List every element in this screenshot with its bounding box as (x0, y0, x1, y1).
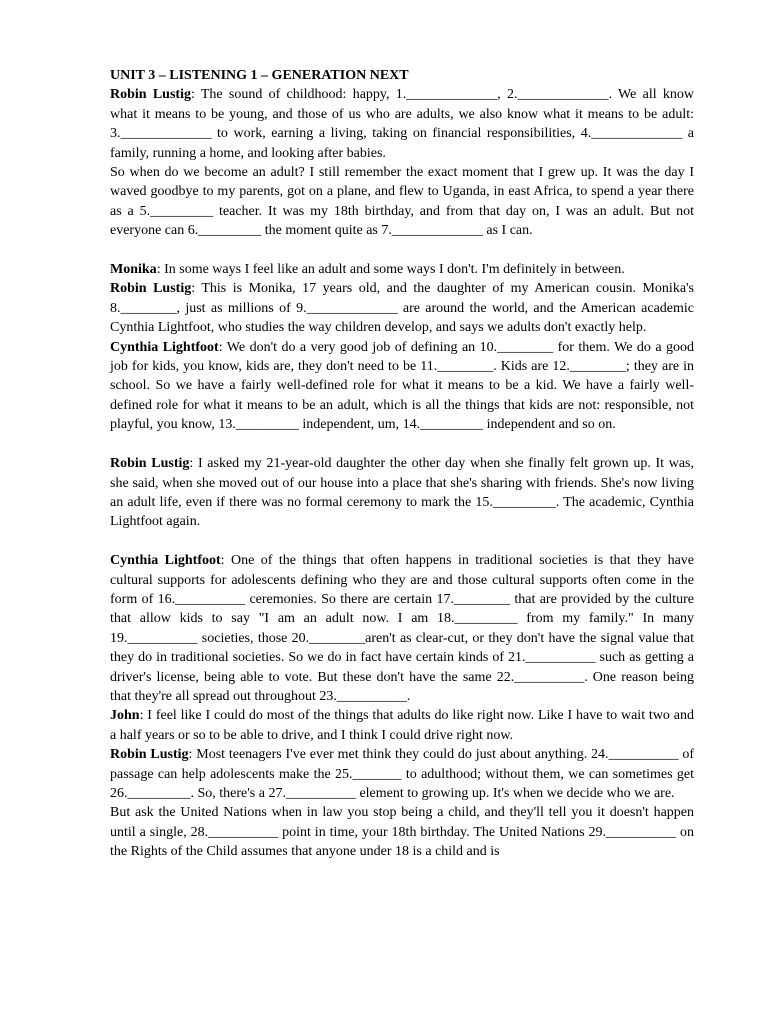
speaker-name: Robin Lustig (110, 87, 191, 103)
paragraph-gap (110, 532, 694, 551)
transcript-paragraph (110, 338, 694, 435)
speaker-name: Monika (110, 262, 157, 278)
paragraph-text: : We don't do a very good job of defining an 10.________ for them. We do a good job for kids, you know, kids are, they don't need to be 11.________. Kids are 12.________; they are in school. So we have a fairly well-defined role for what it means to be a kid. We have a fairly well-defined role for what it means to be an adult, which is all the things that kids are not: responsible, not playful, you know, 13._________ independent, um, 14._________ independent and so on. (110, 339, 695, 433)
transcript-paragraph (110, 260, 694, 279)
transcript-paragraph (110, 551, 694, 706)
paragraph-text: : In some ways I feel like an adult and some ways I don't. I'm definitely in between. (156, 262, 625, 278)
paragraph-text: : I feel like I could do most of the things that adults do like right now. Like I have to wait two and a half years or so to be able to drive, and I think I could drive right now. (110, 708, 694, 743)
document-page (110, 66, 694, 862)
paragraph-text: : I asked my 21-year-old daughter the other day when she finally felt grown up. It was, she said, when she moved out of our house into a place that she's sharing with friends. She's now living an adult life, even if there was no formal ceremony to mark the 15._________. The academic, Cynthia Lightfoot again. (110, 456, 695, 530)
document-title: UNIT 3 – LISTENING 1 – GENERATION NEXT (110, 68, 409, 83)
speaker-name: John (110, 708, 140, 724)
document-body (110, 85, 694, 861)
transcript-paragraph (110, 279, 694, 337)
speaker-name: Cynthia Lightfoot (110, 339, 219, 355)
paragraph-gap (110, 435, 694, 454)
transcript-paragraph (110, 745, 694, 803)
transcript-paragraph (110, 163, 694, 241)
paragraph-text: : One of the things that often happens in traditional societies is that they have cultural supports for adolescents defining who they are and those cultural supports often come in the form of 16.__________ ceremonies. So there are certain 17.________ that are provided by the culture that allow kids to say "I am an adult now. I am 18._________ from my family." In many 19.__________ societies, those 20.________aren't as clear-cut, or they don't have the signal value that they do in traditional societies. So we do in fact have certain kinds of 21.__________ such as getting a driver's license, being able to vote. But these don't have the same 22.__________. One reason being that they're all spread out throughout 23.__________. (110, 553, 695, 704)
paragraph-text: : Most teenagers I've ever met think they could do just about anything. 24.__________ of passage can help adolescents make the 25._______ to adulthood; without them, we can sometimes get 26._________. So, there's a 27.__________ element to growing up. It's when we decide who we are. (110, 747, 694, 801)
speaker-name: Robin Lustig (110, 456, 190, 472)
speaker-name: Robin Lustig (110, 747, 189, 763)
transcript-paragraph (110, 85, 694, 163)
speaker-name: Robin Lustig (110, 281, 192, 297)
paragraph-text: So when do we become an adult? I still remember the exact moment that I grew up. It was the day I waved goodbye to my parents, got on a plane, and flew to Uganda, in east Africa, to spend a year there as a 5._________ teacher. It was my 18th birthday, and from that day on, I was an adult. But not everyone can 6._________ the moment quite as 7._____________ as I can. (110, 165, 694, 239)
paragraph-text: : This is Monika, 17 years old, and the daughter of my American cousin. Monika's 8.________, just as millions of 9._____________ are around the world, and the American academic Cynthia Lightfoot, who studies the way children develop, and says we adults don't exactly help. (110, 281, 695, 336)
transcript-paragraph (110, 706, 694, 745)
paragraph-text: : The sound of childhood: happy, 1._____________, 2._____________. We all know what it means to be young, and those of us who are adults, we also know what it means to be adult: 3._____________ to work, earning a living, taking on financial responsibilities, 4._____________ a family, running a home, and looking after babies. (110, 87, 694, 161)
paragraph-gap (110, 241, 694, 260)
paragraph-text: But ask the United Nations when in law you stop being a child, and they'll tell you it doesn't happen until a single, 28.__________ point in time, your 18th birthday. The United Nations 29.__________ on the Rights of the Child assumes that anyone under 18 is a child and is (110, 805, 694, 860)
speaker-name: Cynthia Lightfoot (110, 553, 221, 569)
transcript-paragraph (110, 803, 694, 861)
transcript-paragraph (110, 454, 694, 532)
